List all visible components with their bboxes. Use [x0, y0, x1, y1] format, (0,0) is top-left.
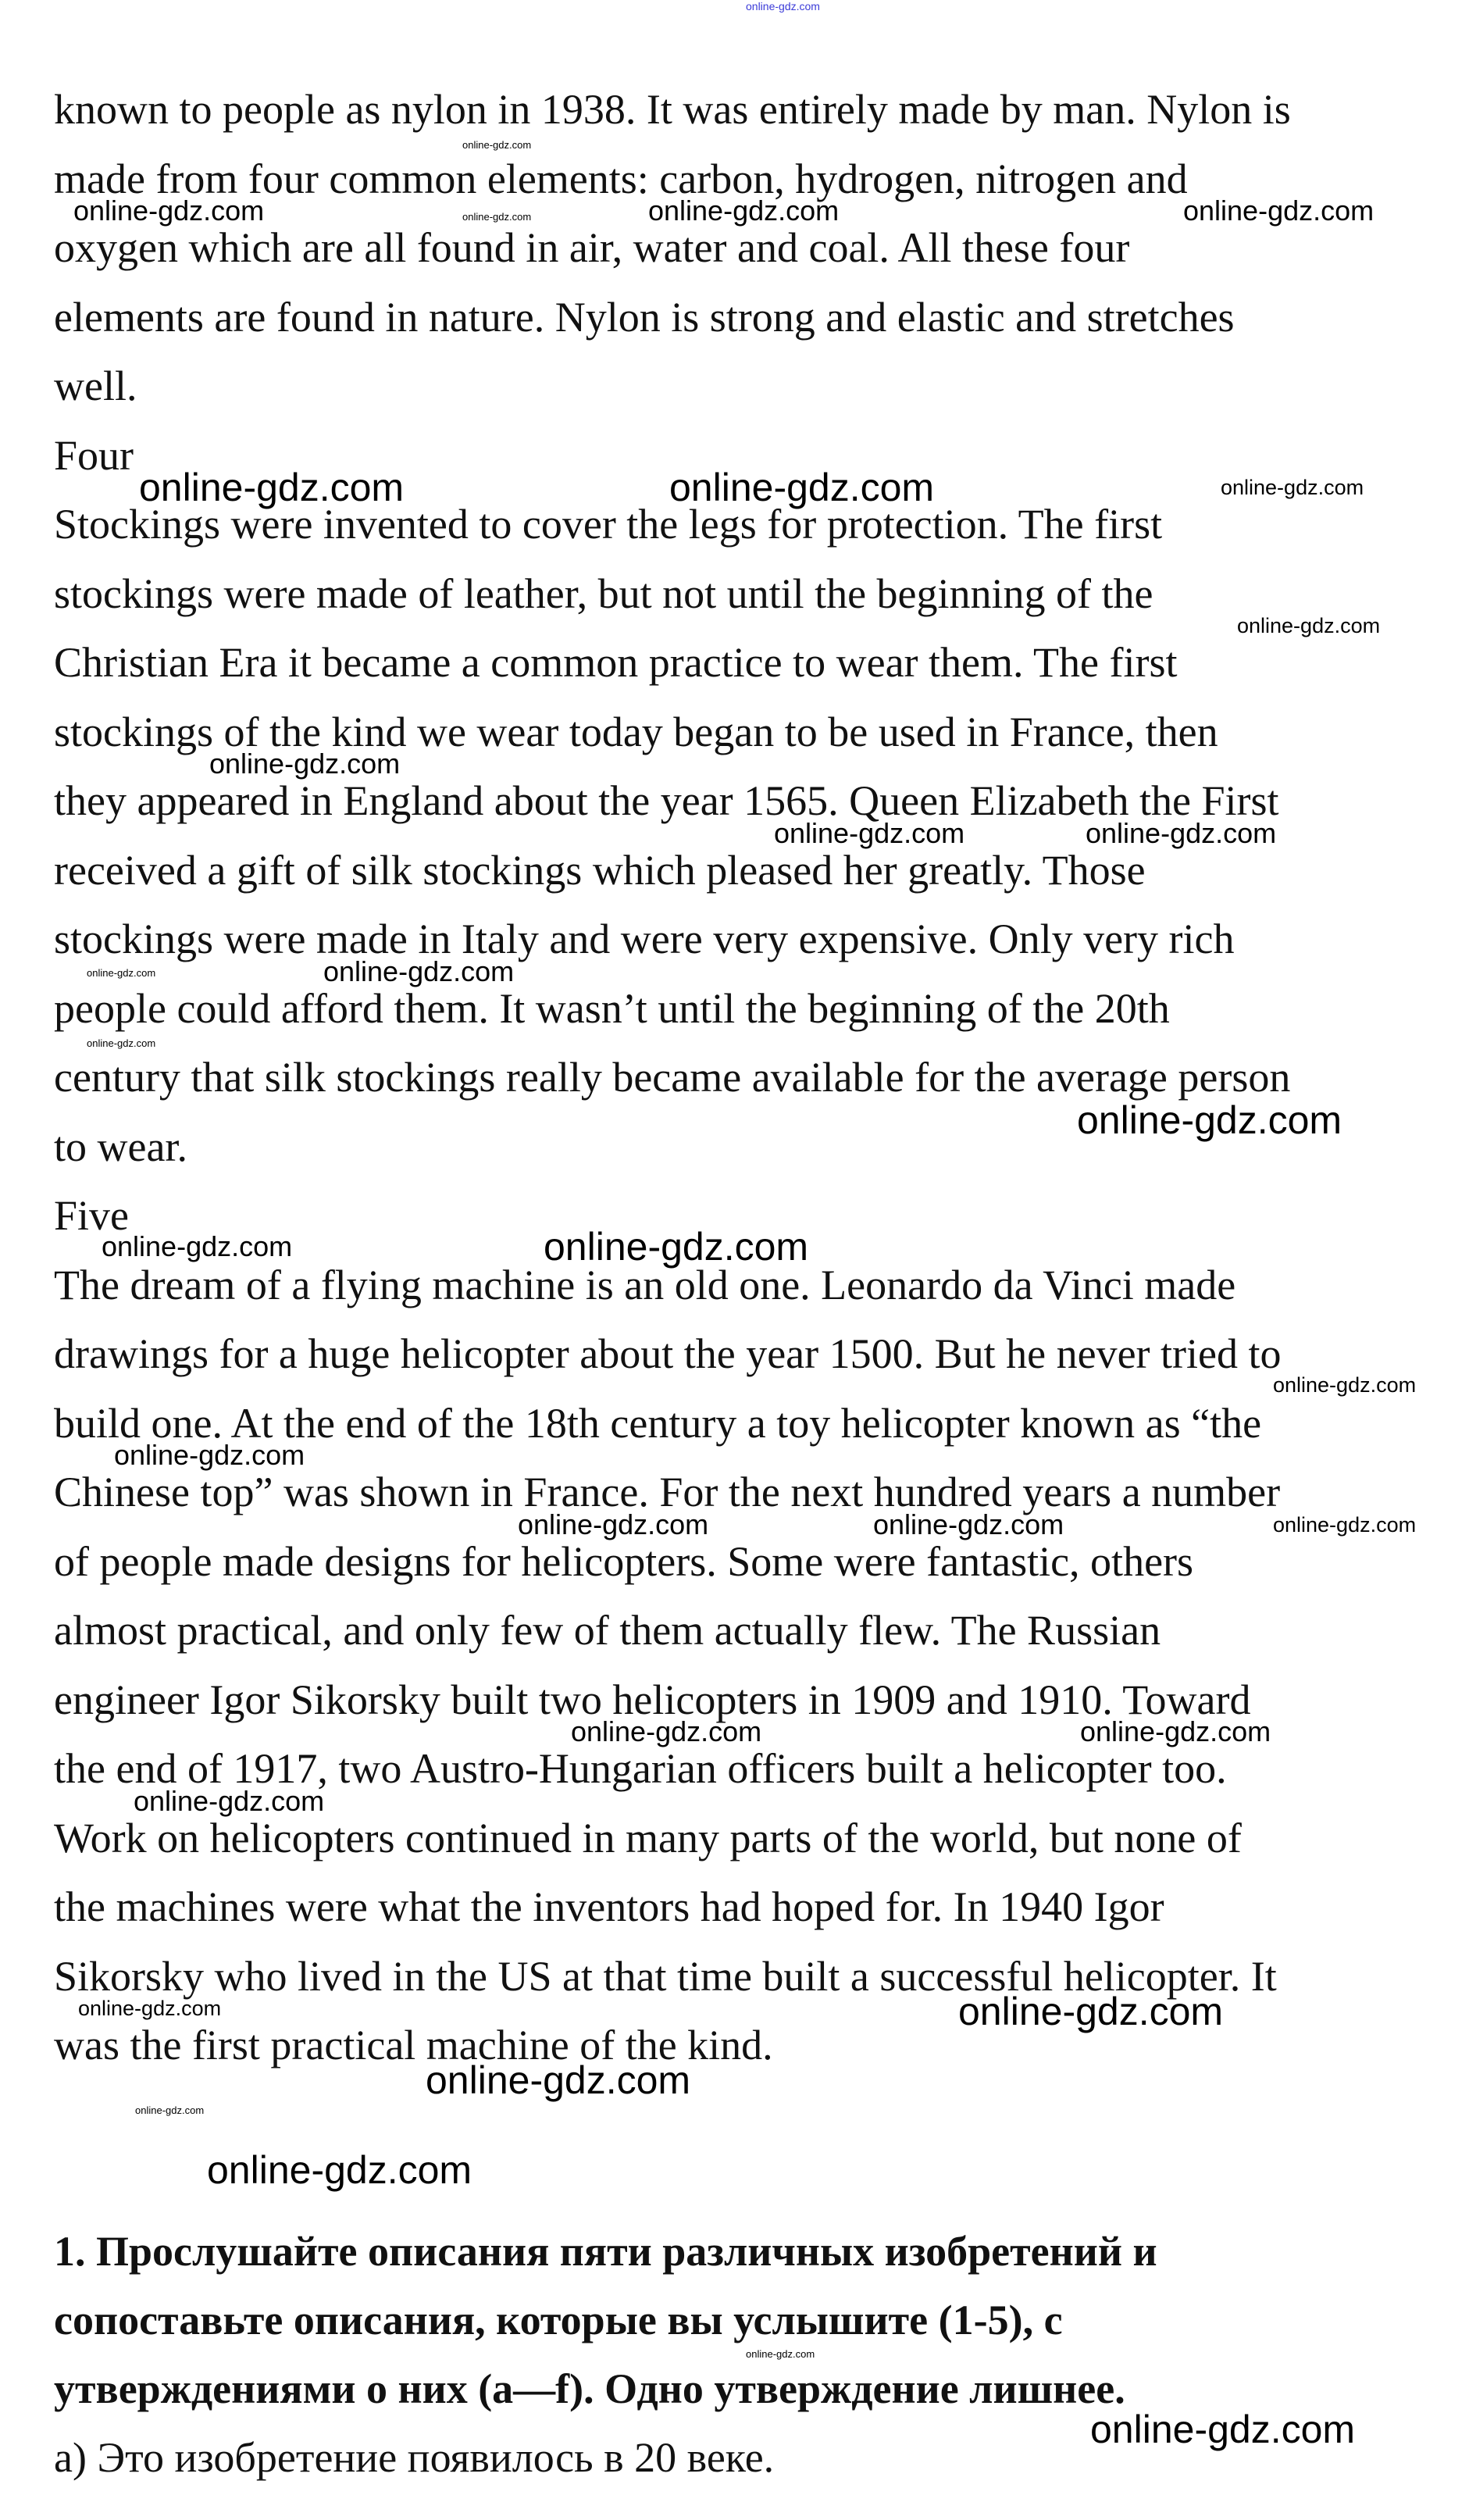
text-line: Five [54, 1192, 130, 1239]
text-line: stockings were made of leather, but not until the beginning of the [54, 569, 1153, 617]
task-heading-line: утверждениями о них (a—f). Одно утверждение лишнее. [54, 2365, 1125, 2412]
task-heading-line: 1. Прослушайте описания пяти различных изобретений и [54, 2228, 1157, 2275]
text-line: build one. At the end of the 18th century a toy helicopter known as “the [54, 1399, 1262, 1447]
text-line: engineer Igor Sikorsky built two helicopters in 1909 and 1910. Toward [54, 1676, 1251, 1723]
text-line: century that silk stockings really became available for the average person [54, 1054, 1291, 1101]
text-line: almost practical, and only few of them actually flew. The Russian [54, 1607, 1161, 1654]
text-line: Four [54, 431, 134, 479]
watermark: online-gdz.com [209, 748, 401, 780]
watermark: online-gdz.com [544, 1224, 809, 1269]
watermark: online-gdz.com [1273, 1373, 1417, 1397]
text-line: Chinese top” was shown in France. For the next hundred years a number [54, 1469, 1281, 1515]
text-line: Sikorsky who lived in the US at that time built a successful helicopter. It [54, 1952, 1277, 2000]
text-line: to wear. [54, 1123, 187, 1170]
text-line: was the first practical machine of the kind. [54, 2022, 773, 2068]
watermark: online-gdz.com [114, 1439, 305, 1472]
watermark: online-gdz.com [135, 2104, 205, 2116]
watermark: online-gdz.com [1221, 476, 1364, 500]
text-line: the end of 1917, two Austro-Hungarian officers built a helicopter too. [54, 1745, 1227, 1792]
watermark: online-gdz.com [1086, 817, 1277, 850]
text-line: they appeared in England about the year 1565. Queen Elizabeth the First [54, 777, 1279, 824]
text-line: the machines were what the inventors had hoped for. In 1940 Igor [54, 1883, 1164, 1930]
watermark: online-gdz.com [134, 1785, 325, 1818]
watermark: online-gdz.com [958, 1989, 1224, 2033]
watermark: online-gdz.com [102, 1230, 293, 1263]
text-line: stockings were made in Italy and were very expensive. Only very rich [54, 916, 1235, 962]
text-line: oxygen which are all found in air, water and coal. All these four [54, 224, 1130, 271]
text-line: stockings of the kind we wear today began to be used in France, then [54, 708, 1218, 755]
text-line: well. [54, 362, 137, 409]
text-line: received a gift of silk stockings which pleased her greatly. Those [54, 846, 1146, 894]
watermark: online-gdz.com [746, 0, 820, 13]
watermark: online-gdz.com [87, 966, 156, 979]
watermark: online-gdz.com [323, 955, 515, 988]
text-line: elements are found in nature. Nylon is strong and elastic and stretches [54, 293, 1235, 341]
text-line: The dream of a flying machine is an old one. Leonardo da Vinci made [54, 1261, 1236, 1308]
watermark: online-gdz.com [746, 2347, 815, 2360]
watermark: online-gdz.com [774, 817, 965, 850]
watermark: online-gdz.com [669, 465, 935, 509]
text-line: people could afford them. It wasn’t until the beginning of the 20th [54, 984, 1170, 1032]
watermark: online-gdz.com [1183, 195, 1375, 227]
watermark: online-gdz.com [873, 1508, 1064, 1541]
watermark: online-gdz.com [1077, 1098, 1342, 1142]
statement-a: а) Это изобретение появилось в 20 веке. [54, 2434, 775, 2481]
text-line: of people made designs for helicopters. Some were fantastic, others [54, 1537, 1194, 1585]
watermark: online-gdz.com [78, 1997, 222, 2021]
watermark: online-gdz.com [648, 195, 840, 227]
watermark: online-gdz.com [462, 210, 532, 223]
watermark: online-gdz.com [426, 2058, 691, 2102]
watermark: online-gdz.com [1080, 1715, 1271, 1748]
text-line: Christian Era it became a common practice to wear them. The first [54, 639, 1178, 686]
watermark: online-gdz.com [518, 1508, 709, 1541]
watermark: online-gdz.com [1090, 2407, 1356, 2451]
watermark: online-gdz.com [73, 195, 265, 227]
text-line: drawings for a huge helicopter about the year 1500. But he never tried to [54, 1330, 1282, 1377]
watermark: online-gdz.com [462, 138, 532, 151]
text-line: made from four common elements: carbon, hydrogen, nitrogen and [54, 155, 1188, 202]
text-line: Stockings were invented to cover the legs for protection. The first [54, 501, 1163, 548]
watermark: online-gdz.com [571, 1715, 762, 1748]
watermark: online-gdz.com [1237, 614, 1381, 638]
watermark: online-gdz.com [139, 465, 405, 509]
watermark: online-gdz.com [1273, 1513, 1417, 1537]
watermark: online-gdz.com [207, 2147, 472, 2192]
text-line: known to people as nylon in 1938. It was entirely made by man. Nylon is [54, 86, 1291, 133]
watermark: online-gdz.com [87, 1037, 156, 1049]
text-line: Work on helicopters continued in many parts of the world, but none of [54, 1814, 1242, 1861]
task-heading-line: сопоставьте описания, которые вы услышите (1-5), с [54, 2297, 1063, 2343]
